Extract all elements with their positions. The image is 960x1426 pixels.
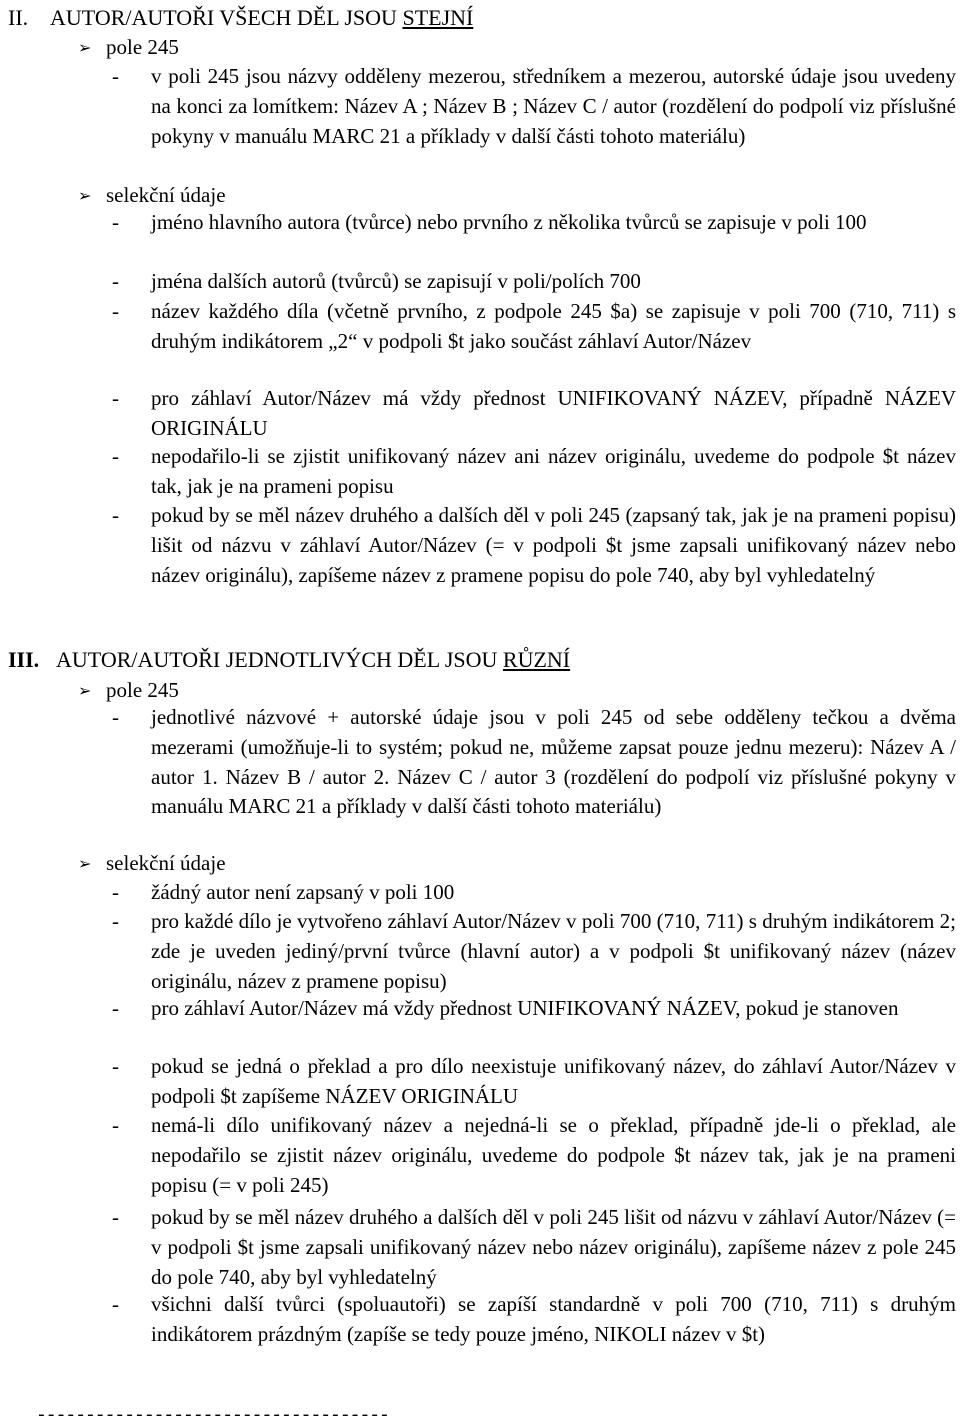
- list-item-text: pro záhlaví Autor/Název má vždy přednost UNIFIKOVANÝ NÁZEV, pokud je stanoven: [151, 996, 899, 1020]
- list-item: [112, 994, 956, 1024]
- list-item: [112, 384, 956, 444]
- list-item: [112, 703, 956, 822]
- arrow-right-icon: ➢: [78, 856, 92, 873]
- list-item-text: jednotlivé názvové + autorské údaje jsou v poli 245 od sebe odděleny tečkou a dvěma mezerami (umožňuje-li to systém; pokud ne, můžeme zapsat pouze jednu mezeru): Název A / autor 1. Název B / autor 2. Název C / autor 3 (rozdělení do podpolí viz příslušné pokyny v manuálu MARC 21 a příklady v další části tohoto materiálu): [151, 705, 956, 819]
- list-item-text: nepodařilo-li se zjistit unifikovaný název ani název originálu, uvedeme do podpole $t název tak, jak je na prameni popisu: [151, 444, 956, 498]
- footnote-separator: ------------------------------------: [36, 1406, 389, 1426]
- block-heading-label: selekční údaje: [106, 851, 226, 875]
- list-item: [112, 297, 956, 357]
- list-item: [112, 1052, 956, 1112]
- section-title-emphasis: RŮZNÍ: [502, 647, 571, 672]
- list-item: [112, 208, 956, 238]
- list-item: [112, 1111, 956, 1200]
- block-heading: [78, 848, 226, 880]
- list-item-text: pokud se jedná o překlad a pro dílo neexistuje unifikovaný název, do záhlaví Autor/Název v podpoli $t zapíšeme NÁZEV ORIGINÁLU: [151, 1054, 956, 1108]
- list-item-text: pokud by se měl název druhého a dalších děl v poli 245 (zapsaný tak, jak je na prameni popisu) lišit od názvu v záhlaví Autor/Název (= v podpoli $t jsme zapsali unifikovaný název nebo název originálu), zapíšeme název z pramene popisu do pole 740, aby byl vyhledatelný: [151, 503, 956, 587]
- arrow-right-icon: ➢: [78, 188, 92, 205]
- list-item-text: nemá-li dílo unifikovaný název a nejedná-li se o překlad, případně jde-li o překlad, ale nepodařilo se zjistit název originálu, uvedeme do podpole $t název tak, jak je na prameni popisu (= v poli 245): [151, 1113, 956, 1197]
- list-item-text: pro každé dílo je vytvořeno záhlaví Autor/Název v poli 700 (710, 711) s druhým indikátorem 2; zde je uveden jediný/první tvůrce (hlavní autor) a v podpoli $t unifikovaný název (název originálu, název z pramene popisu): [151, 909, 956, 993]
- list-item: [112, 267, 956, 297]
- block-heading-label: pole 245: [106, 678, 179, 702]
- list-item-text: pokud by se měl název druhého a dalších děl v poli 245 lišit od názvu v záhlaví Autor/Název (= v podpoli $t jsme zapsali unifikovaný název nebo název originálu), zapíšeme název z pole 245 do pole 740, aby byl vyhledatelný: [151, 1205, 956, 1289]
- list-item: [112, 62, 956, 151]
- dash-marker: -: [112, 444, 119, 468]
- section-number: III.: [8, 647, 40, 672]
- section-title: AUTOR/AUTOŘI VŠECH DĚL JSOU: [50, 5, 403, 30]
- section-heading-iii: [8, 647, 570, 673]
- section-heading-ii: [8, 5, 473, 31]
- dash-marker: -: [112, 64, 119, 88]
- list-item: [112, 501, 956, 590]
- section-number: II.: [8, 5, 29, 30]
- block-heading-label: selekční údaje: [106, 183, 226, 207]
- list-item-text: název každého díla (včetně prvního, z podpole 245 $a) se zapisuje v poli 700 (710, 711) s druhým indikátorem „2“ v podpoli $t jako součást záhlaví Autor/Název: [151, 299, 956, 353]
- list-item: [112, 878, 956, 908]
- dash-marker: -: [112, 705, 119, 729]
- dash-marker: -: [112, 299, 119, 323]
- dash-marker: -: [112, 996, 119, 1020]
- list-item-text: v poli 245 jsou názvy odděleny mezerou, středníkem a mezerou, autorské údaje jsou uvedeny na konci za lomítkem: Název A ; Název B ; Název C / autor (rozdělení do podpolí viz příslušné pokyny v manuálu MARC 21 a příklady v další části tohoto materiálu): [151, 64, 956, 148]
- block-heading: [78, 32, 179, 64]
- dash-marker: -: [112, 1292, 119, 1316]
- list-item-text: pro záhlaví Autor/Název má vždy přednost UNIFIKOVANÝ NÁZEV, případně NÁZEV ORIGINÁLU: [151, 386, 956, 440]
- list-item-text: jméno hlavního autora (tvůrce) nebo prvního z několika tvůrců se zapisuje v poli 100: [151, 210, 867, 234]
- block-heading-label: pole 245: [106, 35, 179, 59]
- dash-marker: -: [112, 1205, 119, 1229]
- arrow-right-icon: ➢: [78, 683, 92, 700]
- dash-marker: -: [112, 210, 119, 234]
- arrow-right-icon: ➢: [78, 40, 92, 57]
- list-item-text: všichni další tvůrci (spoluautoři) se zapíší standardně v poli 700 (710, 711) s druhým indikátorem prázdným (zapíše se tedy pouze jméno, NIKOLI název v $t): [151, 1292, 956, 1346]
- dash-marker: -: [112, 503, 119, 527]
- dash-marker: -: [112, 880, 119, 904]
- section-title: AUTOR/AUTOŘI JEDNOTLIVÝCH DĚL JSOU: [56, 647, 503, 672]
- list-item: [112, 907, 956, 996]
- dash-marker: -: [112, 386, 119, 410]
- dash-marker: -: [112, 269, 119, 293]
- section-title-emphasis: STEJNÍ: [402, 5, 474, 30]
- dash-marker: -: [112, 1054, 119, 1078]
- list-item: [112, 1203, 956, 1292]
- dash-marker: -: [112, 1113, 119, 1137]
- dash-marker: -: [112, 909, 119, 933]
- list-item: [112, 1290, 956, 1350]
- list-item-text: žádný autor není zapsaný v poli 100: [151, 880, 455, 904]
- list-item: [112, 442, 956, 502]
- list-item-text: jména dalších autorů (tvůrců) se zapisují v poli/polích 700: [151, 269, 641, 293]
